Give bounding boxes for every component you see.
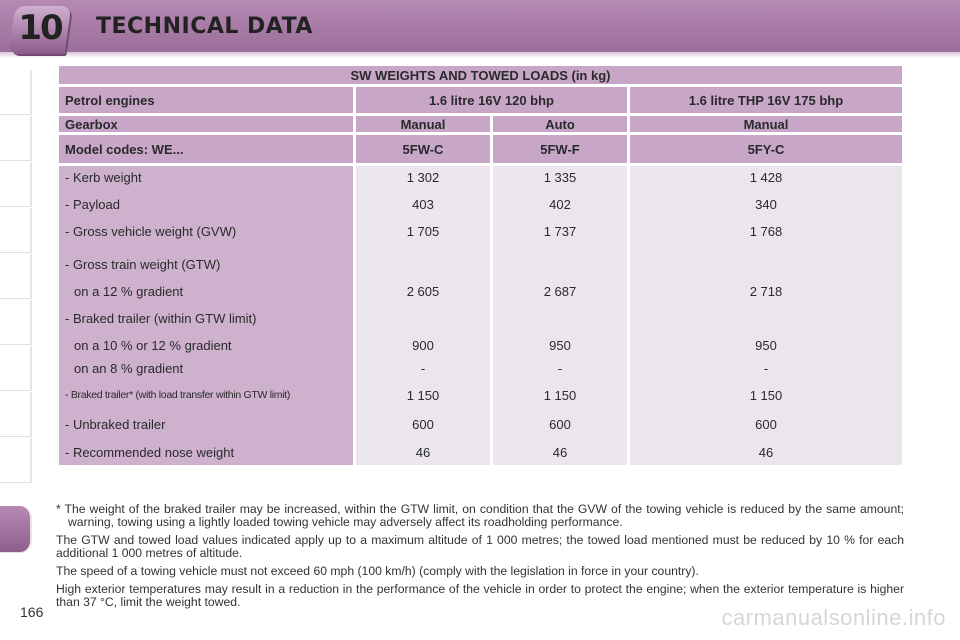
cell: 600 <box>412 417 434 432</box>
cell: - <box>763 361 769 376</box>
cell: 1 150 <box>543 388 577 403</box>
model-code: 5FW-C <box>356 135 490 163</box>
side-tabs <box>0 60 34 620</box>
cell: 600 <box>549 417 571 432</box>
page-number: 166 <box>20 604 44 620</box>
gearbox-label: Gearbox <box>59 116 353 132</box>
header-shadow <box>0 52 960 58</box>
weights-table <box>56 63 905 468</box>
cell: 950 <box>549 338 571 353</box>
row-label: on a 12 % gradient <box>74 284 184 299</box>
side-tab-active[interactable] <box>0 506 32 553</box>
side-tab[interactable] <box>0 300 32 345</box>
cell: 600 <box>755 417 777 432</box>
notes <box>56 503 904 614</box>
cell: - <box>420 361 426 376</box>
cell: 46 <box>758 445 774 460</box>
cell: 1 428 <box>749 170 783 185</box>
cell <box>362 311 484 338</box>
side-tab[interactable] <box>0 346 32 391</box>
model-code: 5FW-F <box>493 135 627 163</box>
cell: 403 <box>412 197 434 212</box>
cell: 1 335 <box>543 170 577 185</box>
cell: 900 <box>412 338 434 353</box>
model-code: 5FY-C <box>630 135 902 163</box>
gearbox-value: Manual <box>356 116 490 132</box>
row-label: - Gross vehicle weight (GVW) <box>65 224 237 239</box>
model-label: Model codes: WE... <box>59 135 353 163</box>
row-label: - Recommended nose weight <box>65 445 235 460</box>
cell: 2 687 <box>543 284 577 299</box>
side-tab[interactable] <box>0 208 32 253</box>
cell: 2 718 <box>749 284 783 299</box>
cell <box>362 257 484 284</box>
row-label-prefix: - <box>65 389 71 401</box>
row-label-text: Braked trailer* (with load transfer within GTW limit) <box>70 389 291 401</box>
cell <box>499 311 621 338</box>
cell: 402 <box>549 197 571 212</box>
cell <box>636 257 896 284</box>
side-tab[interactable] <box>0 254 32 299</box>
row-label: on a 10 % or 12 % gradient <box>74 338 232 353</box>
row-labels <box>59 166 353 465</box>
engine-2: 1.6 litre THP 16V 175 bhp <box>630 87 902 113</box>
gearbox-value: Auto <box>493 116 627 132</box>
side-tab[interactable] <box>0 162 32 207</box>
page-title: TECHNICAL DATA <box>96 14 313 39</box>
cell: 950 <box>755 338 777 353</box>
row-label: - Unbraked trailer <box>65 417 166 432</box>
cell <box>636 311 896 338</box>
engine-1: 1.6 litre 16V 120 bhp <box>356 87 627 113</box>
cell: 1 150 <box>749 388 783 403</box>
footnote: * The weight of the braked trailer may be increased, within the GTW limit, on condition that the GVW of the towing vehicle is reduced by the same amount; warning, towing using a lightly loaded towing vehicle may adversely affect its roadholding performance. <box>56 502 904 529</box>
watermark: carmanualsonline.info <box>721 605 946 630</box>
row-label: - Kerb weight <box>65 170 142 185</box>
column-5fw-f <box>493 166 627 465</box>
note-paragraph: High exterior temperatures may result in a reduction in the performance of the vehicle in order to protect the engine; when the exterior temperature is higher than 37 °C, limit the weight towed. <box>56 582 904 609</box>
cell <box>499 257 621 284</box>
column-5fy-c <box>630 166 902 465</box>
side-tab[interactable] <box>0 116 32 161</box>
cell: 340 <box>755 197 777 212</box>
row-label: - Payload <box>65 197 120 212</box>
side-tab[interactable] <box>0 392 32 437</box>
cell: 1 302 <box>406 170 440 185</box>
gearbox-value: Manual <box>630 116 902 132</box>
note-paragraph: The speed of a towing vehicle must not exceed 60 mph (100 km/h) (comply with the legislation in force in your country). <box>56 564 699 578</box>
cell: 1 150 <box>406 388 440 403</box>
engine-label: Petrol engines <box>59 87 353 113</box>
cell: 46 <box>552 445 568 460</box>
side-tab[interactable] <box>0 438 32 483</box>
row-label: - Braked trailer (within GTW limit) <box>65 311 257 326</box>
cell: 1 705 <box>406 224 440 239</box>
row-label: on an 8 % gradient <box>74 361 184 376</box>
cell: 1 768 <box>749 224 783 239</box>
cell: - <box>557 361 563 376</box>
row-label: - Gross train weight (GTW) <box>65 257 221 272</box>
chapter-number: 10 <box>18 8 62 48</box>
side-tab[interactable] <box>0 70 32 115</box>
cell: 46 <box>415 445 431 460</box>
cell: 2 605 <box>406 284 440 299</box>
table-title: SW WEIGHTS AND TOWED LOADS (in kg) <box>59 66 902 84</box>
row-label <box>65 388 347 417</box>
column-5fw-c <box>356 166 490 465</box>
note-paragraph: The GTW and towed load values indicated apply up to a maximum altitude of 1 000 metres; the towed load mentioned must be reduced by 10 % for each additional 1 000 metres of altitude. <box>56 533 904 560</box>
cell: 1 737 <box>543 224 577 239</box>
